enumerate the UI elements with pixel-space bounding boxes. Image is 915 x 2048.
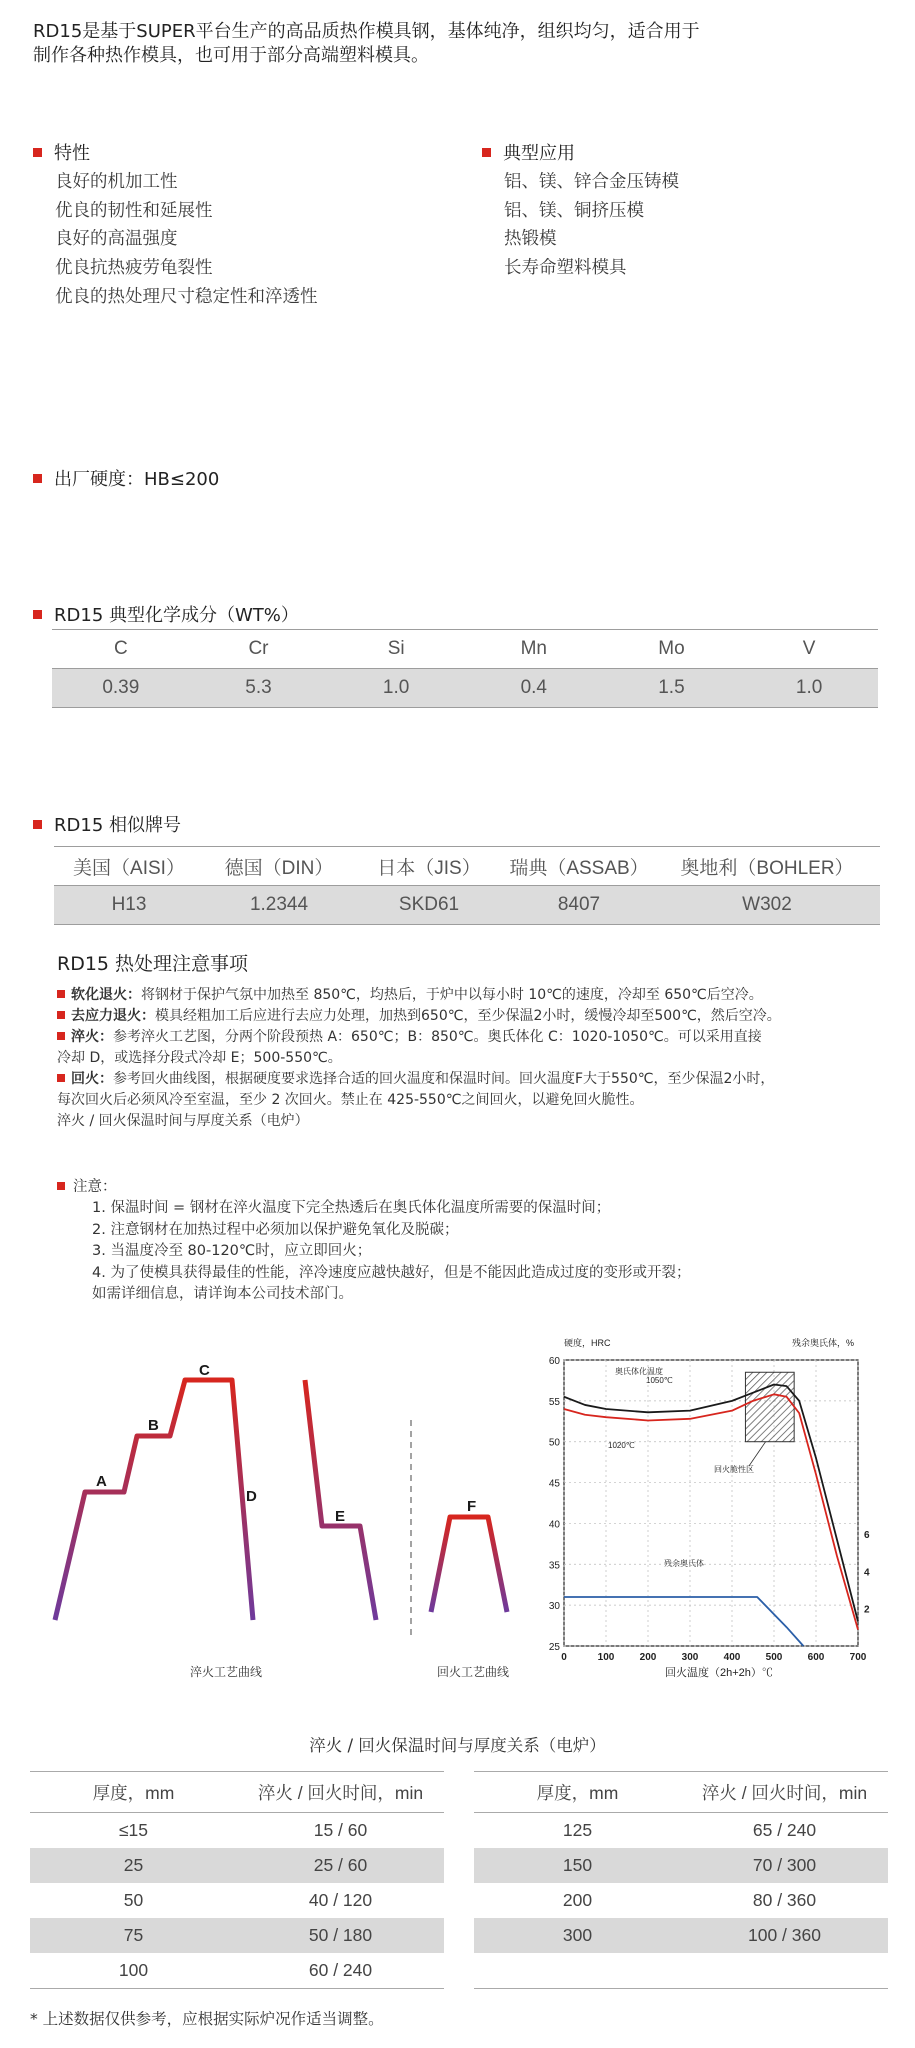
features-title: 特性 [54, 143, 90, 164]
y-tick-label: 30 [548, 1601, 560, 1613]
table-row [30, 1918, 444, 1953]
leader-line [749, 1442, 766, 1467]
series-line-2 [564, 1597, 803, 1646]
heat-treatment-title: RD15 热处理注意事项 [57, 953, 249, 975]
table-header-cell: 日本（JIS） [354, 847, 504, 886]
tempering-chart [540, 1330, 910, 1690]
table-header-cell: Mo [603, 630, 741, 669]
note-annealing: 软化退火：将钢材于保护气氛中加热至 850℃，均热后，于炉中以每小时 10℃的速度，冷却至 650℃后空冷。 [57, 985, 887, 1006]
temper-curve [431, 1517, 507, 1612]
y-tick-label: 50 [548, 1437, 560, 1449]
left-axis-label: 硬度，HRC [564, 1338, 611, 1348]
remark-item: 4. 为了使模具获得最佳的性能，淬冷速度应越快越好，但是不能因此造成过度的变形或开裂； [92, 1264, 691, 1281]
hardness-heading [33, 465, 219, 491]
table-cell: 200 [562, 1890, 593, 1910]
table-cell: 300 [474, 1918, 681, 1953]
series-line-1 [564, 1394, 858, 1629]
list-item: 优良的热处理尺寸稳定性和淬透性 [55, 286, 318, 307]
table-cell: 50 [123, 1890, 144, 1910]
annotation-secondary: 回火脆性区 [714, 1465, 754, 1474]
series-line-0 [564, 1385, 858, 1622]
right-tick-label: 6 [864, 1529, 870, 1541]
list-item: 铝、镁、铜挤压模 [504, 200, 644, 221]
table-header-cell: 淬火 / 回火时间，min [237, 1772, 444, 1813]
bullet-square-icon [33, 474, 42, 483]
remark-item: 1. 保温时间 = 钢材在淬火温度下完全热透后在奥氏体化温度所需要的保温时间； [92, 1200, 611, 1216]
right-axis-label: 残余奥氏体，% [792, 1338, 855, 1348]
list-item: 优良抗热疲劳龟裂性 [55, 258, 213, 279]
table-row [474, 1813, 888, 1849]
x-tick-label: 0 [561, 1652, 567, 1663]
bullet-square-icon [33, 610, 42, 619]
note-quench: 淬火：参考淬火工艺图，分两个阶段预热 A：650℃；B：850℃。奥氏体化 C：1020-1050℃。可以采用直接 [57, 1027, 887, 1048]
y-tick-label: 45 [548, 1478, 560, 1490]
bullet-square-icon [33, 148, 42, 157]
right-tick-label: 4 [864, 1567, 870, 1579]
table-header-cell: 瑞典（ASSAB） [504, 847, 654, 886]
quench-caption: 淬火工艺曲线 [190, 1665, 263, 1679]
bullet-square-icon [33, 820, 42, 829]
table-row [30, 1813, 444, 1849]
table-header-cell: 德国（DIN） [204, 847, 354, 886]
table-header-row [52, 630, 878, 669]
features-heading [33, 139, 90, 165]
quench-stepped-curve [305, 1380, 376, 1620]
table-cell: 8407 [504, 886, 654, 925]
table-row [30, 1883, 444, 1918]
grades-title: RD15 相似牌号 [54, 815, 181, 836]
note-stress-relief: 去应力退火：模具经粗加工后应进行去应力处理，加热到650℃，至少保温2小时，缓慢冷却至500℃，然后空冷。 [57, 1006, 887, 1027]
table-cell: 65 / 240 [752, 1820, 817, 1840]
list-item: 热锻模 [504, 229, 557, 250]
table-cell [474, 1953, 681, 1989]
y-tick-label: 25 [548, 1642, 560, 1653]
table-cell: SKD61 [354, 886, 504, 925]
table-cell: 1.5 [603, 669, 741, 708]
table-header-cell: 厚度，mm [474, 1772, 681, 1813]
features-list [55, 168, 318, 312]
note-quench-cont: 冷却 D，或选择分段式冷却 E；500-550℃。 [57, 1050, 342, 1066]
list-item: 长寿命塑料模具 [504, 258, 627, 279]
y-tick-label: 40 [548, 1519, 560, 1531]
table-cell: 100 / 360 [681, 1918, 888, 1953]
table-header-cell: Mn [465, 630, 603, 669]
footnote: * 上述数据仅供参考，应根据实际炉况作适当调整。 [30, 2010, 384, 2028]
table-header-cell: 奥地利（BOHLER） [654, 847, 880, 886]
y-tick-label: 35 [548, 1560, 560, 1572]
table-row [30, 1953, 444, 1989]
remarks-list [92, 1198, 690, 1306]
table-cell: 150 [474, 1848, 681, 1883]
intro-line-1: RD15是基于SUPER平台生产的高品质热作模具钢，基体纯净，组织均匀，适合用于 [33, 21, 700, 42]
temper-caption: 回火工艺曲线 [437, 1665, 510, 1679]
y-tick-label: 55 [548, 1396, 560, 1408]
table-cell: 15 / 60 [313, 1820, 368, 1840]
table-cell: 70 / 300 [681, 1848, 888, 1883]
table-header-row [54, 847, 880, 886]
list-item: 优良的韧性和延展性 [55, 200, 213, 221]
note-temper-cont: 每次回火后必须风冷至室温，至少 2 次回火。禁止在 425-550℃之间回火，以避免回火脆性。 [57, 1092, 644, 1108]
applications-title: 典型应用 [503, 143, 575, 164]
composition-heading [33, 601, 299, 627]
label-a: A [96, 1473, 107, 1490]
x-tick-label: 400 [723, 1652, 741, 1663]
table-header-cell: Cr [190, 630, 328, 669]
table-cell: 25 / 60 [237, 1848, 444, 1883]
applications-heading [482, 139, 575, 165]
x-tick-label: 500 [765, 1652, 783, 1663]
table-cell: 75 [30, 1918, 237, 1953]
table-row [474, 1883, 888, 1918]
list-item: 良好的高温强度 [55, 229, 178, 250]
label-e: E [335, 1508, 346, 1525]
table-cell: 1.0 [740, 669, 878, 708]
table-row [474, 1953, 888, 1989]
intro-paragraph [33, 20, 793, 68]
table-header-cell: 美国（AISI） [54, 847, 204, 886]
table-cell: 0.39 [52, 669, 190, 708]
table-cell: 80 / 360 [752, 1890, 817, 1910]
remark-item: 2. 注意钢材在加热过程中必须加以保护避免氧化及脱碳； [92, 1221, 459, 1238]
annotation-aus-temp: 奥氏体化温度 [615, 1367, 663, 1376]
table-cell: ≤15 [118, 1820, 149, 1840]
table-cell: 0.4 [465, 669, 603, 708]
remarks-heading: 注意： [57, 1177, 117, 1199]
composition-table [52, 629, 878, 708]
remark-item: 如需详细信息，请详询本公司技术部门。 [92, 1286, 353, 1302]
label-d: D [246, 1488, 257, 1505]
process-diagrams [0, 1340, 540, 1690]
grades-heading [33, 811, 181, 837]
x-tick-label: 100 [597, 1652, 615, 1663]
applications-list [504, 168, 679, 283]
x-tick-label: 200 [639, 1652, 657, 1663]
quench-curve [55, 1380, 253, 1620]
table-header-cell: Si [327, 630, 465, 669]
x-tick-label: 600 [807, 1652, 825, 1663]
label-f: F [467, 1498, 477, 1515]
bullet-square-icon [57, 1011, 65, 1019]
table-header-cell: 淬火 / 回火时间，min [681, 1772, 888, 1813]
bullet-square-icon [57, 1032, 65, 1040]
table-cell: 1.0 [327, 669, 465, 708]
heat-treatment-notes [57, 985, 887, 1132]
time-table-right [474, 1771, 888, 1989]
x-axis-label: 回火温度（2h+2h）℃ [665, 1667, 773, 1679]
bullet-square-icon [482, 148, 491, 157]
secondary-zone [745, 1372, 794, 1441]
table-row [474, 1918, 888, 1953]
table-row [52, 669, 878, 708]
table-cell: 5.3 [190, 669, 328, 708]
x-tick-label: 700 [849, 1652, 867, 1663]
table-row [54, 886, 880, 925]
time-table-title: 淬火 / 回火保温时间与厚度关系（电炉） [309, 1736, 606, 1755]
bullet-square-icon [57, 1074, 65, 1082]
table-row [30, 1848, 444, 1883]
time-table-left [30, 1771, 444, 1989]
remark-item: 3. 当温度冷至 80-120℃时，应立即回火； [92, 1243, 372, 1259]
table-cell [681, 1953, 888, 1989]
table-cell: 50 / 180 [237, 1918, 444, 1953]
annotation-1050: 1050℃ [646, 1376, 673, 1385]
table-cell: 40 / 120 [308, 1890, 373, 1910]
table-cell: 125 [562, 1820, 593, 1840]
table-cell: H13 [54, 886, 204, 925]
bullet-square-icon [57, 1182, 65, 1190]
plot-frame [564, 1360, 858, 1646]
annotation-retained: 残余奥氏体 [664, 1559, 704, 1568]
y-tick-label: 60 [548, 1356, 560, 1367]
table-header-row [474, 1772, 888, 1813]
x-tick-label: 300 [681, 1652, 699, 1663]
table-header-row [30, 1772, 444, 1813]
annotation-1020: 1020℃ [608, 1441, 635, 1450]
table-cell: 25 [30, 1848, 237, 1883]
note-temper: 回火：参考回火曲线图，根据硬度要求选择合适的回火温度和保温时间。回火温度F大于550℃，至少保温2小时， [57, 1069, 887, 1090]
hardness-label: 出厂硬度：HB≤200 [54, 469, 220, 490]
table-cell: W302 [654, 886, 880, 925]
table-cell: 100 [30, 1953, 237, 1989]
list-item: 良好的机加工性 [55, 172, 178, 192]
table-header-cell: V [740, 630, 878, 669]
table-cell: 1.2344 [204, 886, 354, 925]
table-row [474, 1848, 888, 1883]
composition-title: RD15 典型化学成分（WT%） [54, 605, 299, 626]
grades-table [54, 846, 880, 925]
right-tick-label: 2 [864, 1604, 870, 1616]
table-header-cell: 厚度，mm [30, 1772, 237, 1813]
table-cell: 60 / 240 [237, 1953, 444, 1989]
note-table-ref: 淬火 / 回火保温时间与厚度关系（电炉） [57, 1113, 309, 1129]
label-b: B [148, 1417, 159, 1434]
label-c: C [199, 1362, 210, 1379]
bullet-square-icon [57, 990, 65, 998]
list-item: 铝、镁、锌合金压铸模 [504, 172, 679, 192]
table-header-cell: C [52, 630, 190, 669]
intro-line-2: 制作各种热作模具，也可用于部分高端塑料模具。 [33, 45, 429, 66]
